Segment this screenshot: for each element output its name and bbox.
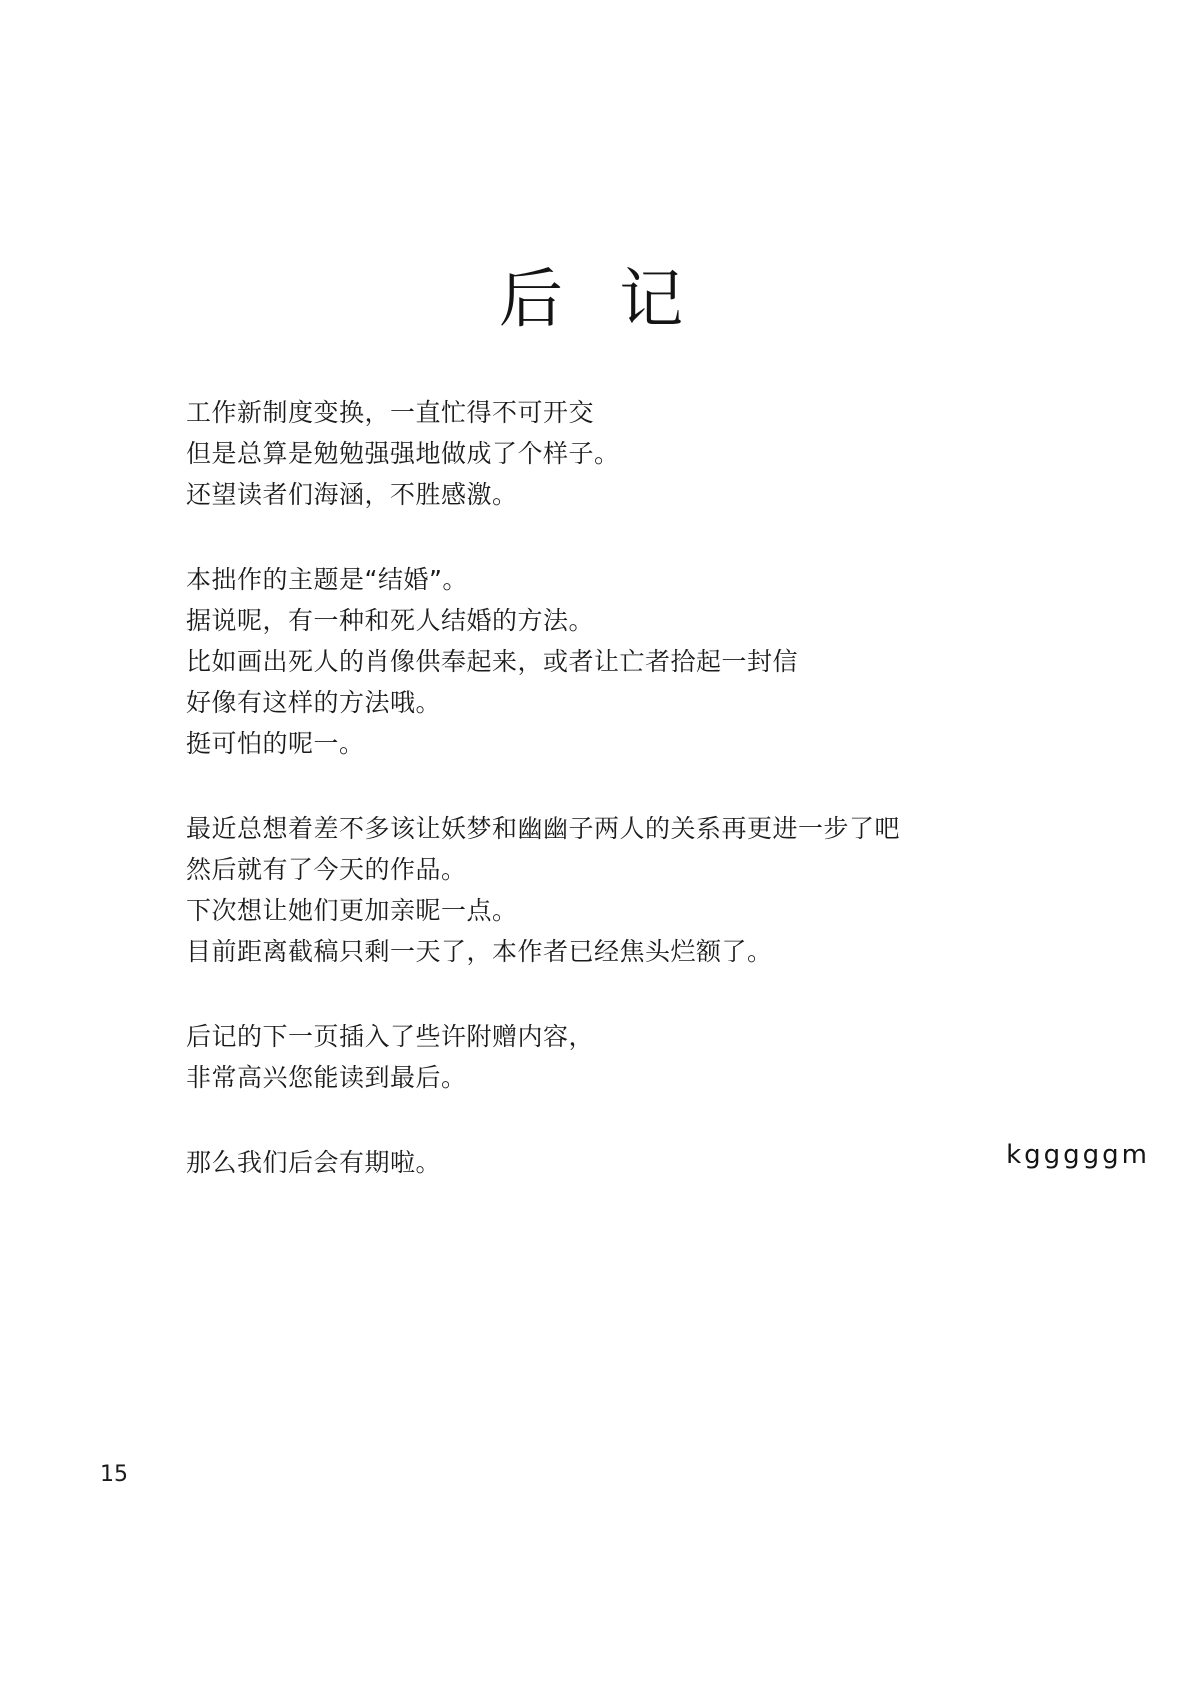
paragraph bbox=[186, 1016, 1066, 1098]
text-line: 非常高兴您能读到最后。 bbox=[186, 1063, 467, 1092]
paragraph bbox=[186, 559, 1066, 764]
text-line: 本拙作的主题是“结婚”。 bbox=[186, 565, 468, 594]
text-line: 还望读者们海涵，不胜感激。 bbox=[186, 480, 518, 509]
text-line: 好像有这样的方法哦。 bbox=[186, 688, 442, 717]
text-line: 挺可怕的呢一。 bbox=[186, 729, 365, 758]
page-title: 后 记 bbox=[498, 263, 702, 337]
page-number: 15 bbox=[100, 1462, 128, 1487]
text-line: 下次想让她们更加亲昵一点。 bbox=[186, 896, 518, 925]
text-line: 据说呢，有一种和死人结婚的方法。 bbox=[186, 606, 595, 635]
text-line: 后记的下一页插入了些许附赠内容， bbox=[186, 1022, 595, 1051]
text-line: 然后就有了今天的作品。 bbox=[186, 855, 467, 884]
text-line: 那么我们后会有期啦。 bbox=[186, 1148, 442, 1177]
text-line: 目前距离截稿只剩一天了，本作者已经焦头烂额了。 bbox=[186, 937, 773, 966]
paragraph bbox=[186, 392, 1066, 515]
text-line: 但是总算是勉勉强强地做成了个样子。 bbox=[186, 439, 620, 468]
text-line: 工作新制度变换，一直忙得不可开交 bbox=[186, 398, 595, 427]
paragraph bbox=[186, 808, 1066, 972]
text-line: 最近总想着差不多该让妖梦和幽幽子两人的关系再更进一步了吧 bbox=[186, 814, 901, 843]
afterword-body bbox=[186, 392, 1066, 1183]
author-signature: kgggggm bbox=[1006, 1140, 1150, 1170]
text-line: 比如画出死人的肖像供奉起来，或者让亡者拾起一封信 bbox=[186, 647, 799, 676]
